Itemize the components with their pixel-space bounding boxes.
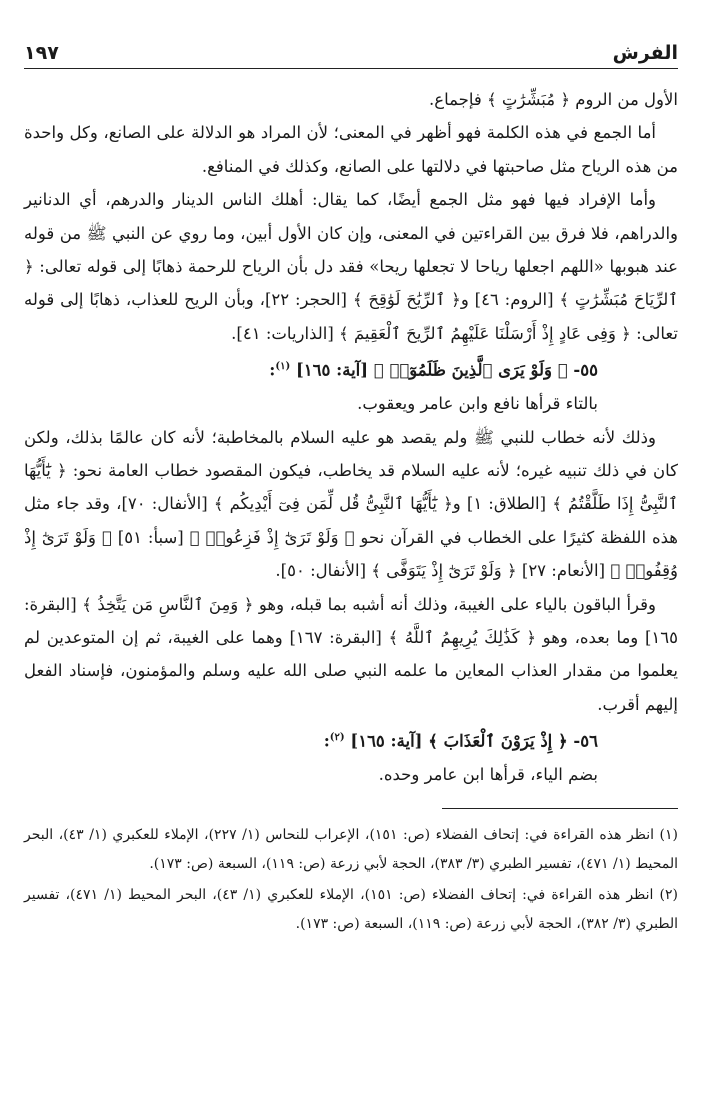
reading-item-56 (24, 721, 678, 758)
main-text (24, 83, 678, 792)
reading-item-55 (24, 350, 678, 387)
footnote-2: (٢) انظر هذه القراءة في: إتحاف الفضلاء (ص: ١٥١)، الإملاء للعكبري (١/ ٤٣)، البحر المحيط (١/ ٤٧١)، تفسير الطبري (٣/ ٣٨٢)، الحجة لأبي زرعة (ص: ١١٩)، السبعة (ص: ١٧٣). (24, 886, 678, 932)
item-55-heading: ٥٥- ﴿ وَلَوْ يَرَى ٱلَّذِينَ ظَلَمُوٓا۟ ﴾ [آية: ١٦٥] (295, 360, 598, 380)
running-header (24, 34, 678, 69)
footnote-mark-2: (٢) (329, 732, 345, 744)
footnote-mark-1: (١) (275, 361, 291, 373)
paragraph-5: وقرأ الباقون بالياء على الغيبة، وذلك أنه أشبه بما قبله، وهو ﴿ وَمِنَ ٱلنَّاسِ مَن يَتَّخِذُ ﴾ [البقرة: ١٦٥] وما بعده، وهو ﴿ كَذَٰلِكَ يُرِيهِمُ ٱللَّهُ ﴾ [البقرة: ١٦٧] وهما على الغيبة، ثم إن المتوعدين لم يعلموا من مقدار العذاب المعاين ما علمه النبي صلى الله عليه وسلم والمؤمنون، فإسناد الفعل إليهم أقرب. (24, 594, 678, 714)
item-56-heading: ٥٦- ﴿ إِذْ يَرَوْنَ ٱلْعَذَابَ ﴾ [آية: ١٦٥] (350, 731, 598, 751)
paragraph-1: الأول من الروم ﴿ مُبَشِّرَٰتٍ ﴾ فإجماع. (429, 90, 678, 109)
footnotes (24, 821, 678, 939)
paragraph-4: وذلك لأنه خطاب للنبي ﷺ ولم يقصد هو عليه السلام بالمخاطبة؛ لأنه كان عالمًا بذلك، ولكن كان في ذلك تنبيه غيره؛ لأنه عليه السلام قد يخاطب، فيكون المقصود خطاب العامة نحو: ﴿ يَٰٓأَيُّهَا ٱلنَّبِىُّ إِذَا طَلَّقْتُمُ ﴾ [الطلاق: ١] و﴿ يَٰٓأَيُّهَا ٱلنَّبِىُّ قُل لِّمَن فِىٓ أَيْدِيكُم ﴾ [الأنفال: ٧٠]، وقد جاء مثل هذه اللفظة كثيرًا على الخطاب في القرآن نحو ﴿ وَلَوْ تَرَىٰٓ إِذْ فَزِعُوا۟ ﴾ [سبأ: ٥١] ﴿ وَلَوْ تَرَىٰٓ إِذْ وُقِفُوا۟ ﴾ [الأنعام: ٢٧] ﴿ وَلَوْ تَرَىٰٓ إِذْ يَتَوَفَّى ﴾ [الأنفال: ٥٠]. (24, 427, 678, 581)
paragraph-3: وأما الإفراد فيها فهو مثل الجمع أيضًا، كما يقال: أهلك الناس الدينار والدرهم، أي الدنانير والدراهم، فلا فرق بين القراءتين في المعنى، وإن كان الأول أبين، وما روي عن النبي ﷺ من قوله عند هبوبها «اللهم اجعلها رياحا لا تجعلها ريحا» فقد دل بأن الرياح للرحمة ذهابًا إلى قوله تعالى: ﴿ ٱلرِّيَاحَ مُبَشِّرَٰتٍ ﴾ [الروم: ٤٦] و﴿ ٱلرِّيَٰحَ لَوَٰقِحَ ﴾ [الحجر: ٢٢]، وبأن الريح للعذاب، ذهابًا إلى قوله تعالى: ﴿ وَفِى عَادٍ إِذْ أَرْسَلْنَا عَلَيْهِمُ ٱلرِّيحَ ٱلْعَقِيمَ ﴾ [الذاريات: ٤١]. (24, 190, 678, 343)
page-number: ١٩٧ (24, 42, 59, 64)
item-56-colon: : (323, 731, 330, 751)
item-56-readers: بضم الياء، قرأها ابن عامر وحده. (378, 765, 598, 785)
chapter-title: الفرش (612, 42, 678, 64)
footnote-divider (442, 808, 678, 809)
footnote-1: (١) انظر هذه القراءة في: إتحاف الفضلاء (ص: ١٥١)، الإعراب للنحاس (١/ ٢٢٧)، الإملاء للعكبري (١/ ٤٣)، البحر المحيط (١/ ٤٧١)، تفسير الطبري (٣/ ٣٨٣)، الحجة لأبي زرعة (ص: ١١٩)، السبعة (ص: ١٧٣). (24, 826, 678, 872)
book-page (24, 34, 678, 1094)
item-55-colon: : (269, 360, 276, 380)
item-55-readers: بالتاء قرأها نافع وابن عامر ويعقوب. (357, 394, 598, 414)
paragraph-2: أما الجمع في هذه الكلمة فهو أظهر في المعنى؛ لأن المراد هو الدلالة على الصانع، وكل واحدة من هذه الرياح مثل صاحبتها في دلالتها على الصانع، وكذلك في المنافع. (24, 123, 678, 176)
